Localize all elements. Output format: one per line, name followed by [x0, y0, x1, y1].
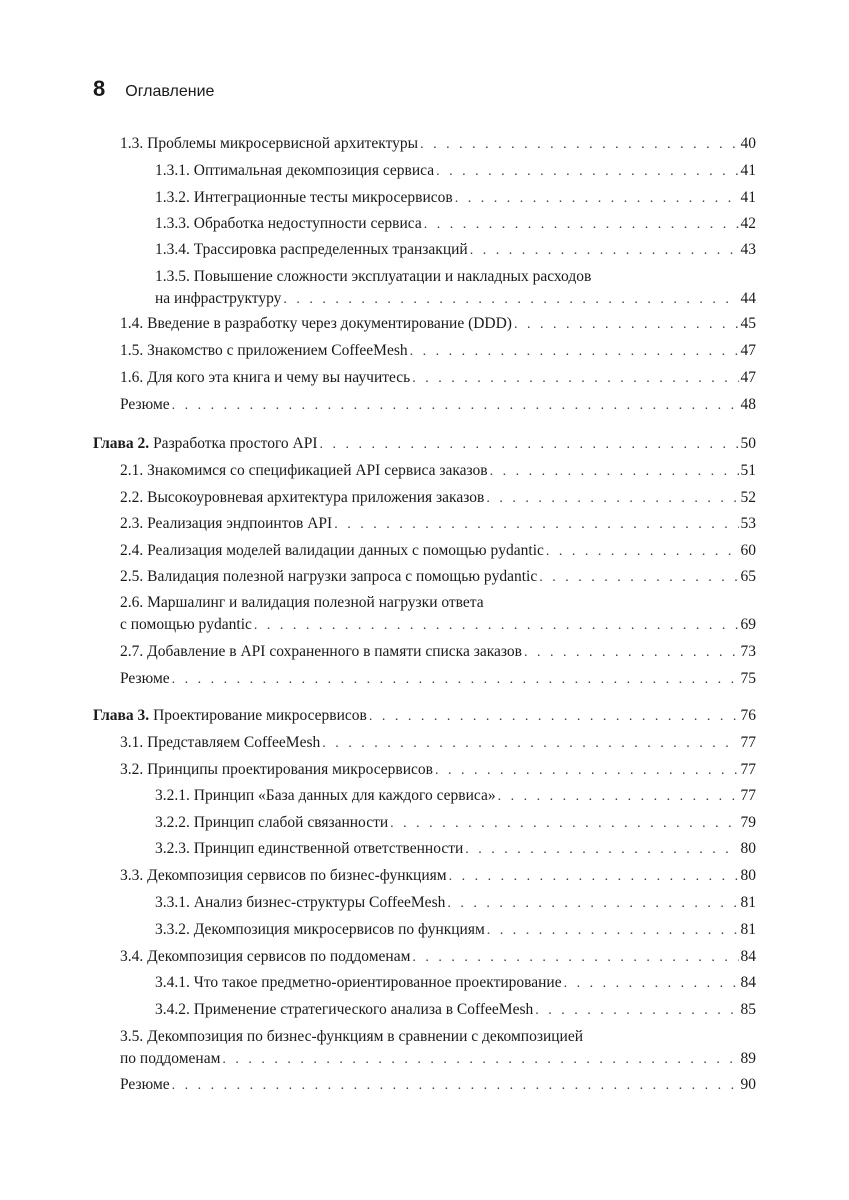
chapter-label: Глава 2. — [93, 435, 150, 452]
toc-page-number: 75 — [740, 670, 756, 687]
toc-entry-row — [120, 487, 756, 510]
toc-entry[interactable] — [120, 367, 756, 390]
toc-entry[interactable] — [155, 812, 756, 835]
toc-page-number: 53 — [740, 515, 756, 532]
toc-entry[interactable] — [120, 340, 756, 363]
toc-entry-row — [120, 566, 756, 589]
toc-entry-title-text: 3.2.1. Принцип «База данных для каждого сервиса» — [155, 787, 496, 804]
toc-entry-title-text: 3.3.1. Анализ бизнес-структуры CoffeeMesh — [155, 894, 446, 911]
dot-leader — [449, 866, 739, 888]
toc-entry[interactable] — [155, 919, 756, 942]
toc-page-number: 77 — [740, 734, 756, 751]
toc-entry-row — [120, 313, 756, 336]
toc-entry-title — [120, 759, 433, 781]
toc-entry-row — [155, 288, 756, 311]
toc-entry-row — [120, 133, 756, 156]
toc-entry[interactable] — [155, 972, 756, 995]
toc-entry-title-text: 3.3. Декомпозиция сервисов по бизнес-функциям — [120, 867, 447, 884]
toc-entry-title — [155, 213, 422, 235]
toc-page-number: 60 — [740, 542, 756, 559]
toc-entry-title-line1: 1.3.5. Повышение сложности эксплуатации и накладных расходов — [155, 268, 592, 285]
toc-entry-title — [120, 732, 320, 754]
toc-entry-title — [155, 892, 445, 914]
toc-entry[interactable] — [155, 266, 756, 311]
toc-entry[interactable] — [120, 732, 756, 755]
toc-entry-row — [93, 433, 756, 456]
toc-page-number: 41 — [740, 189, 756, 206]
toc-entry[interactable] — [155, 213, 756, 236]
toc-page-number: 80 — [740, 867, 756, 884]
toc-entry[interactable] — [120, 133, 756, 156]
dot-leader — [424, 214, 739, 236]
toc-entry-title-text: 3.2.2. Принцип слабой связанности — [155, 814, 389, 831]
toc-entry[interactable] — [120, 460, 756, 483]
toc-entry-row — [120, 394, 756, 417]
dot-leader — [486, 488, 738, 510]
dot-leader — [447, 893, 738, 915]
toc-entry-title-text: с помощью pydantic — [120, 616, 252, 633]
dot-leader — [487, 920, 739, 942]
toc-page-number: 45 — [740, 315, 756, 332]
toc-page-number: 41 — [740, 162, 756, 179]
toc-entry[interactable] — [120, 668, 756, 691]
dot-leader — [334, 514, 738, 536]
toc-entry[interactable] — [120, 394, 756, 417]
page-title: Оглавление — [125, 83, 215, 100]
dot-leader — [539, 567, 738, 589]
dot-leader — [410, 341, 739, 363]
dot-leader — [436, 161, 738, 183]
toc-entry[interactable] — [155, 892, 756, 915]
toc-entry-title-line1: 3.5. Декомпозиция по бизнес-функциям в сравнении с декомпозицией — [120, 1028, 584, 1045]
toc-entry-title-text: 1.6. Для кого эта книга и чему вы научитесь — [120, 369, 411, 386]
toc-entry-title — [155, 288, 281, 310]
dot-leader — [222, 1049, 738, 1071]
dot-leader — [564, 973, 739, 995]
toc-entry-title-text: по поддоменам — [120, 1050, 221, 1067]
dot-leader — [320, 434, 739, 456]
toc-entry-title — [155, 838, 463, 860]
toc-entry-row — [120, 513, 756, 536]
toc-entry[interactable] — [155, 239, 756, 262]
toc-entry-row — [155, 213, 756, 236]
dot-leader — [498, 786, 739, 808]
toc-entry[interactable] — [155, 160, 756, 183]
toc-page-number: 47 — [740, 369, 756, 386]
toc-entry-title — [120, 460, 488, 482]
toc-entry-row — [120, 1074, 756, 1097]
toc-entry-title-text: 1.3.3. Обработка недоступности сервиса — [155, 215, 422, 232]
toc-entry-title-text: 3.2.3. Принцип единственной ответственности — [155, 840, 464, 857]
toc-entry-title-text: 3.4.1. Что такое предметно-ориентированное проектирование — [155, 974, 562, 991]
toc-entry-title — [120, 513, 332, 535]
toc-entry-row — [155, 838, 756, 861]
toc-entry-row — [93, 705, 756, 728]
toc-entry-title-text: 1.3. Проблемы микросервисной архитектуры — [120, 135, 419, 152]
toc-entry-title-text: 2.2. Высокоуровневая архитектура приложения заказов — [120, 489, 485, 506]
toc-entry[interactable] — [120, 592, 756, 637]
toc-entry-title-text: 2.4. Реализация моделей валидации данных с помощью pydantic — [120, 542, 544, 559]
toc-entry-title — [155, 785, 496, 807]
dot-leader — [535, 1000, 738, 1022]
toc-entry[interactable] — [120, 487, 756, 510]
toc-entry-row — [120, 340, 756, 363]
toc-entry-row — [120, 641, 756, 664]
toc-page-number: 48 — [740, 396, 756, 413]
toc-entry-title-text: 1.5. Знакомство с приложением CoffeeMesh — [120, 342, 408, 359]
toc-page-number: 81 — [740, 894, 756, 911]
toc-page-number: 43 — [740, 241, 756, 258]
toc-page-number: 40 — [740, 135, 756, 152]
toc-page-number: 89 — [740, 1050, 756, 1067]
toc-entry-title-text: 3.1. Представляем CoffeeMesh — [120, 734, 321, 751]
toc-page-number: 77 — [740, 787, 756, 804]
toc-entry-row — [155, 187, 756, 210]
toc-entry-row — [120, 460, 756, 483]
dot-leader — [514, 314, 739, 336]
toc-entry-title-text: 1.3.2. Интеграционные тесты микросервисов — [155, 189, 453, 206]
toc-entry-title — [120, 394, 170, 416]
toc-entry-title — [120, 367, 410, 389]
toc-entry[interactable] — [120, 759, 756, 782]
toc-entry-title — [120, 1048, 220, 1070]
toc-entry-row — [120, 732, 756, 755]
toc-entry-row — [155, 812, 756, 835]
toc-entry-title — [155, 919, 485, 941]
toc-entry[interactable] — [120, 1026, 756, 1071]
toc-entry-row — [155, 160, 756, 183]
dot-leader — [412, 368, 738, 390]
toc-entry-row — [120, 668, 756, 691]
toc-entry[interactable] — [120, 946, 756, 969]
toc-entry-row — [120, 946, 756, 969]
toc-page-number: 77 — [740, 761, 756, 778]
toc-entry-title-text: 2.1. Знакомимся со спецификацией API сервиса заказов — [120, 462, 488, 479]
toc-page-number: 47 — [740, 342, 756, 359]
toc-entry-title-text: 3.4. Декомпозиция сервисов по поддоменам — [120, 948, 411, 965]
toc-page-number: 80 — [740, 840, 756, 857]
toc-entry-row — [155, 999, 756, 1022]
page-number: 8 — [93, 76, 106, 101]
toc-entry-title — [120, 865, 447, 887]
toc-entry-title-text: 2.5. Валидация полезной нагрузки запроса с помощью pydantic — [120, 568, 538, 585]
dot-leader — [390, 813, 738, 835]
toc-page-number: 52 — [740, 489, 756, 506]
toc-page-number: 84 — [740, 974, 756, 991]
toc-entry-title-text: 3.4.2. Применение стратегического анализа в CoffeeMesh — [155, 1001, 534, 1018]
dot-leader — [546, 541, 739, 563]
toc-page-number: 44 — [740, 290, 756, 307]
dot-leader — [490, 461, 739, 483]
chapter-label: Глава 3. — [93, 707, 150, 724]
toc-entry-row — [155, 919, 756, 942]
toc-page-number: 69 — [740, 616, 756, 633]
toc-entry-title — [155, 999, 533, 1021]
dot-leader — [254, 615, 739, 637]
dot-leader — [412, 947, 738, 969]
toc-entry-title-text: 1.3.1. Оптимальная декомпозиция сервиса — [155, 162, 435, 179]
toc-entry-title-text: Резюме — [120, 396, 170, 413]
toc-entry[interactable] — [155, 999, 756, 1022]
toc-entry-title — [93, 705, 367, 727]
dot-leader — [435, 760, 739, 782]
dot-leader — [420, 134, 738, 156]
toc-entry-row — [155, 785, 756, 808]
toc-entry-row — [120, 865, 756, 888]
toc-entry-title — [93, 433, 318, 455]
toc-entry[interactable] — [155, 785, 756, 808]
toc-page-number: 79 — [740, 814, 756, 831]
toc-entry[interactable] — [155, 838, 756, 861]
toc-entry[interactable] — [120, 865, 756, 888]
toc-entry-row — [155, 239, 756, 262]
toc-page-number: 84 — [740, 948, 756, 965]
dot-leader — [455, 188, 739, 210]
toc-entry[interactable] — [120, 313, 756, 336]
dot-leader — [369, 706, 739, 728]
toc-entry-title-text: Проектирование микросервисов — [153, 707, 367, 724]
toc-entry-title-text: 1.4. Введение в разработку через документирование (DDD) — [120, 315, 512, 332]
dot-leader — [322, 733, 738, 755]
toc-entry-title — [120, 668, 170, 690]
toc-entry[interactable] — [155, 187, 756, 210]
toc-entry-title — [120, 1074, 170, 1096]
toc-entry-title — [120, 313, 512, 335]
toc-entry-title-text: на инфраструктуру — [155, 290, 282, 307]
toc-entry-title — [120, 487, 484, 509]
dot-leader — [283, 289, 738, 311]
dot-leader — [172, 669, 739, 691]
toc-entry[interactable] — [120, 513, 756, 536]
toc-entry-row — [120, 540, 756, 563]
dot-leader — [172, 395, 739, 417]
toc-entry-title-text: Резюме — [120, 670, 170, 687]
toc-page-number: 42 — [740, 215, 756, 232]
toc-entry-title-text: 1.3.4. Трассировка распределенных транзакций — [155, 241, 468, 258]
dot-leader — [172, 1075, 739, 1097]
toc-entry[interactable] — [120, 566, 756, 589]
toc-entry-title — [120, 946, 410, 968]
toc-page-number: 85 — [740, 1001, 756, 1018]
toc-entry[interactable] — [120, 1074, 756, 1097]
toc-entry-title-text: 3.2. Принципы проектирования микросервисов — [120, 761, 433, 778]
dot-leader — [524, 642, 739, 664]
toc-entry-title-text: 2.3. Реализация эндпоинтов API — [120, 515, 333, 532]
toc-entry[interactable] — [120, 641, 756, 664]
dot-leader — [470, 240, 739, 262]
toc-chapter-entry[interactable] — [93, 433, 756, 456]
dot-leader — [465, 839, 738, 861]
toc-page-number: 90 — [740, 1076, 756, 1093]
toc-entry-title — [120, 540, 544, 562]
toc-entry-title — [155, 160, 434, 182]
toc-entry-title-text: 2.7. Добавление в API сохраненного в памяти списка заказов — [120, 643, 522, 660]
toc-entry-title-text: 3.3.2. Декомпозиция микросервисов по функциям — [155, 921, 485, 938]
toc-entry-title-text: Разработка простого API — [153, 435, 318, 452]
toc-page-number: 51 — [740, 462, 756, 479]
toc-entry-title — [155, 812, 388, 834]
toc-entry-title — [120, 340, 408, 362]
toc-entry-title — [155, 972, 562, 994]
toc-chapter-entry[interactable] — [93, 705, 756, 728]
toc-entry-title-line1: 2.6. Маршалинг и валидация полезной нагрузки ответа — [120, 594, 484, 611]
toc-entry[interactable] — [120, 540, 756, 563]
toc-page-number: 76 — [740, 707, 756, 724]
toc-entry-title-text: Резюме — [120, 1076, 170, 1093]
toc-entry-row — [155, 892, 756, 915]
toc-entry-title — [120, 614, 252, 636]
toc-entry-title — [120, 566, 537, 588]
toc-entry-row — [120, 1048, 756, 1071]
toc-page-number: 50 — [740, 435, 756, 452]
toc-entry-row — [120, 367, 756, 390]
toc-entry-title — [120, 133, 418, 155]
toc-entry-title — [120, 641, 522, 663]
toc-entry-row — [120, 614, 756, 637]
toc-page-number: 65 — [740, 568, 756, 585]
toc-entry-row — [120, 759, 756, 782]
toc-page-number: 73 — [740, 643, 756, 660]
toc-entry-title — [155, 239, 468, 261]
toc-entry-title — [155, 187, 453, 209]
toc-entry-row — [155, 972, 756, 995]
toc-page-number: 81 — [740, 921, 756, 938]
